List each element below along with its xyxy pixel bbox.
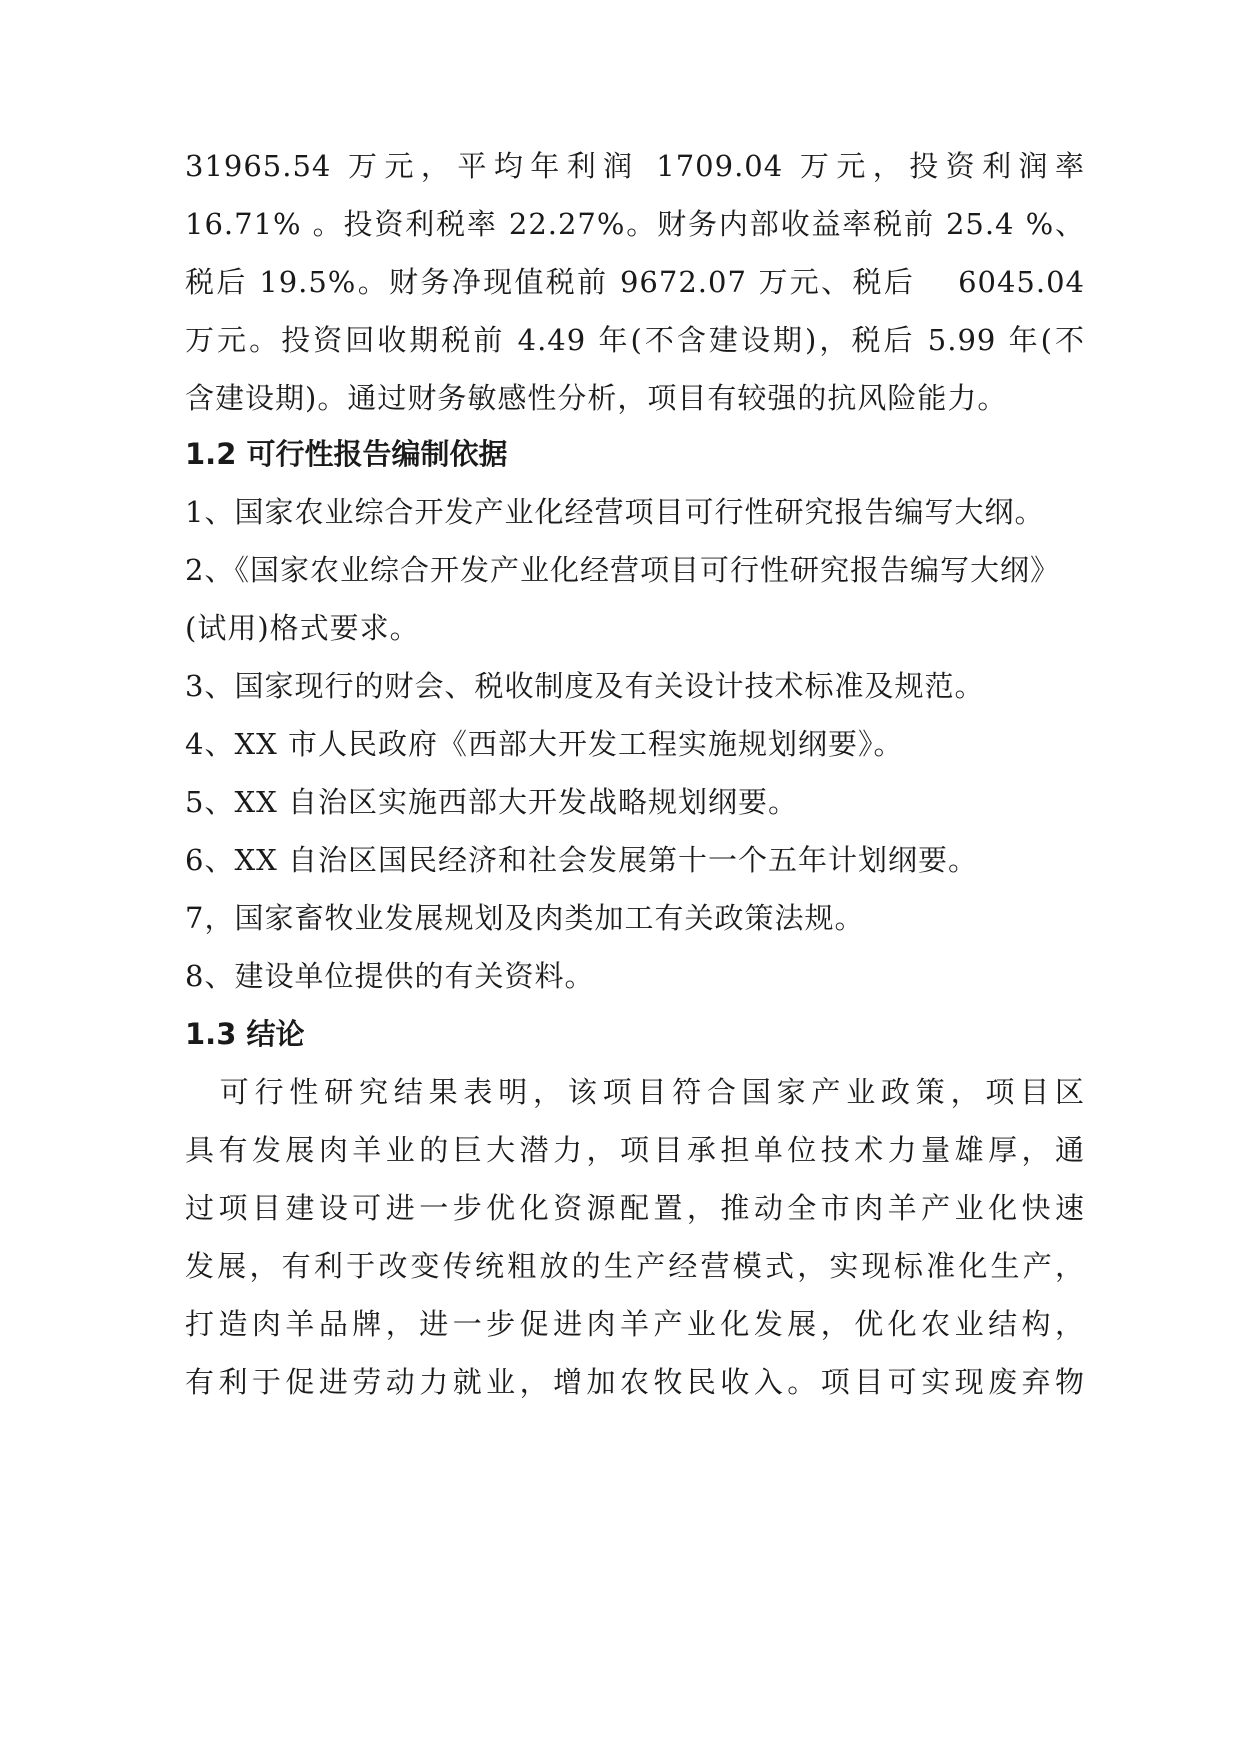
intro-line-4: 万元。投资回收期税前 4.49 年(不含建设期)，税后 5.99 年(不 bbox=[185, 323, 1085, 357]
section-heading-1-2: 1.2 可行性报告编制依据 bbox=[185, 437, 508, 471]
basis-item-3: 3、国家现行的财会、税收制度及有关设计技术标准及规范。 bbox=[185, 669, 985, 703]
basis-item-6: 6、XX 自治区国民经济和社会发展第十一个五年计划纲要。 bbox=[185, 843, 978, 877]
conclusion-line-1: 可行性研究结果表明，该项目符合国家产业政策，项目区 bbox=[185, 1075, 1085, 1109]
conclusion-line-3: 过项目建设可进一步优化资源配置，推动全市肉羊产业化快速 bbox=[185, 1191, 1085, 1225]
basis-item-7: 7，国家畜牧业发展规划及肉类加工有关政策法规。 bbox=[185, 901, 865, 935]
intro-line-5: 含建设期)。通过财务敏感性分析，项目有较强的抗风险能力。 bbox=[185, 381, 1008, 415]
basis-item-2-cont: (试用)格式要求。 bbox=[185, 611, 420, 645]
intro-line-3: 税后 19.5%。财务净现值税前 9672.07 万元、税后 6045.04 bbox=[185, 265, 1085, 299]
conclusion-line-4: 发展，有利于改变传统粗放的生产经营模式，实现标准化生产， bbox=[185, 1249, 1085, 1283]
basis-item-5: 5、XX 自治区实施西部大开发战略规划纲要。 bbox=[185, 785, 798, 819]
basis-item-2: 2、《国家农业综合开发产业化经营项目可行性研究报告编写大纲》 bbox=[185, 553, 1060, 587]
conclusion-line-6: 有利于促进劳动力就业，增加农牧民收入。项目可实现废弃物 bbox=[185, 1365, 1085, 1399]
basis-item-8: 8、建设单位提供的有关资料。 bbox=[185, 959, 595, 993]
intro-line-2: 16.71% 。投资利税率 22.27%。财务内部收益率税前 25.4 %、 bbox=[185, 207, 1085, 241]
section-heading-1-3: 1.3 结论 bbox=[185, 1017, 305, 1051]
basis-item-4: 4、XX 市人民政府《西部大开发工程实施规划纲要》。 bbox=[185, 727, 904, 761]
basis-item-1: 1、国家农业综合开发产业化经营项目可行性研究报告编写大纲。 bbox=[185, 495, 1045, 529]
conclusion-line-5: 打造肉羊品牌，进一步促进肉羊产业化发展，优化农业结构， bbox=[185, 1307, 1085, 1341]
conclusion-line-2: 具有发展肉羊业的巨大潜力，项目承担单位技术力量雄厚，通 bbox=[185, 1133, 1085, 1167]
intro-line-1: 31965.54 万元，平均年利润 1709.04 万元，投资利润率 bbox=[185, 149, 1085, 183]
